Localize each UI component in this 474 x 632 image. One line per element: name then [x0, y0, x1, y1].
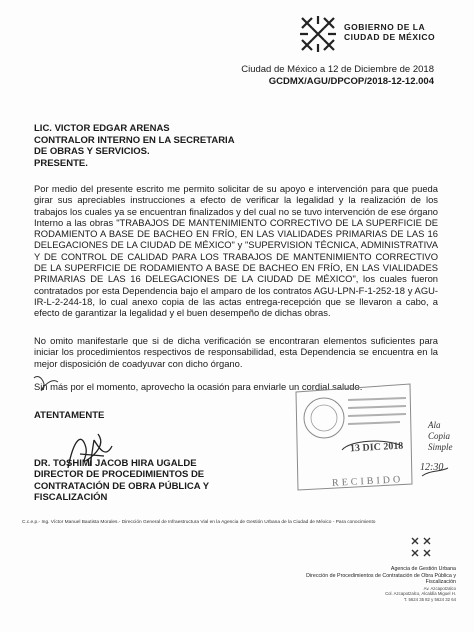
footer-line-6: T. 5624 35 82 y 5624 32 64	[403, 596, 456, 602]
stamp-time: 12:30	[420, 462, 444, 473]
handwritten-note-1: Ala	[428, 420, 441, 430]
handwritten-note-2: Copia	[428, 431, 451, 441]
footer-line-4: Av. Azcapotzalco	[423, 585, 456, 591]
handwritten-note-3: Simple	[428, 442, 453, 452]
signer-title-line-2: CONTRATACIÓN DE OBRA PÚBLICA Y	[34, 480, 210, 492]
reception-stamp	[290, 380, 462, 498]
signer-block	[34, 458, 209, 503]
date-block	[241, 64, 434, 88]
logo-line-2: CIUDAD DE MÉXICO	[344, 32, 436, 42]
logo-line-1: GOBIERNO DE LA	[344, 22, 426, 32]
closing-atentamente: ATENTAMENTE	[34, 410, 105, 421]
stamp-date: 13 DIC 2018	[349, 440, 404, 455]
carbon-copy-note: C.c.e.p.- Ing. Víctor Manuel Bautista Morales.- Dirección General de Infraestructura Vial en la Agencia de Gestión Urbana de la Ciudad de México - Para conocimiento	[22, 520, 376, 525]
agency-logo-icon	[408, 534, 434, 560]
footer-line-1: Agencia de Gestión Urbana	[390, 566, 456, 572]
stamp-received: RECIBIDO	[331, 474, 404, 489]
addressee-block	[34, 123, 235, 169]
body-paragraph-2: No omito manifestarle que si de dicha verificación se encontraran elementos suficientes para iniciar los procedimientos respectivos de responsabilidad, esta Dependencia se encuentra en la mejor disposición de coadyuvar con dicho órgano.	[34, 335, 438, 369]
body-paragraph-1: Por medio del presente escrito me permito solicitar de su apoyo e intervención para que pueda girar sus apreciables instrucciones a efecto de verificar la legalidad y la realización de los trabajos los cuales ya se encuentran finalizados y del cual no se tuvo intervención de ese órgano Interno a las obras "TRABAJOS DE MANTENIMIENTO CORRECTIVO DE LA SUPERFICIE DE RODAMIENTO A BASE DE BACHEO EN FRÍO, EN LAS VIALIDADES PRIMARIAS DE LAS 16 DELEGACIONES DE LA CIUDAD DE MÉXICO" y "SUPERVISION TÉCNICA, ADMINISTRATIVA Y DE CONTROL DE CALIDAD PARA LOS TRABAJOS DE MANTENIMIENTO CORRECTIVO DE LA SUPERFICIE DE RODAMIENTO A BASE DE BACHEO EN FRÍO, EN LAS VIALIDADES PRIMARIAS DE LAS 16 DELEGACIONES DE LA CIUDAD DE MÉXICO", los cuales fueron contratados por esta Dependencia bajo el amparo de los contratos AGU-LPN-F-1-252-18 y AGU-IR-L-2-244-18, lo cual anexo copia de las actas entrega-recepción que se llevaron a cabo, a efecto de garantizar la legalidad y el buen desempeño de dichas obras.	[34, 183, 438, 319]
reference-number: GCDMX/AGU/DPCOP/2018-12-12.004	[268, 76, 434, 87]
signer-title-line-1: DIRECTOR DE PROCEDIMIENTOS DE	[34, 469, 205, 481]
footer-line-2: Dirección de Procedimientos de Contratación de Obra Pública y	[306, 572, 456, 579]
footer-line-5: Col. Azcapotzalco, Alcaldía Miguel H.	[385, 591, 456, 597]
addressee-line-3: DE OBRAS Y SERVICIOS.	[34, 146, 150, 157]
cdmx-logo-icon	[298, 14, 338, 54]
government-name	[344, 22, 435, 42]
date-text: Ciudad de México a 12 de Diciembre de 2018	[241, 64, 434, 75]
body-paragraph-3: Sin más por el momento, aprovecho la ocasión para enviarle un cordial saludo.	[34, 381, 363, 392]
signer-title-line-3: FISCALIZACIÓN	[34, 491, 108, 503]
handwritten-mark-icon	[28, 368, 68, 398]
signer-name: DR. TOSHIMI JACOB HIRA UGALDE	[34, 458, 197, 469]
footer-address	[306, 566, 456, 603]
addressee-line-4: PRESENTE.	[34, 157, 88, 169]
addressee-line-2: CONTRALOR INTERNO EN LA SECRETARIA	[34, 134, 235, 146]
footer-line-3: Fiscalización	[425, 579, 456, 586]
addressee-line-1: LIC. VICTOR EDGAR ARENAS	[34, 123, 170, 134]
